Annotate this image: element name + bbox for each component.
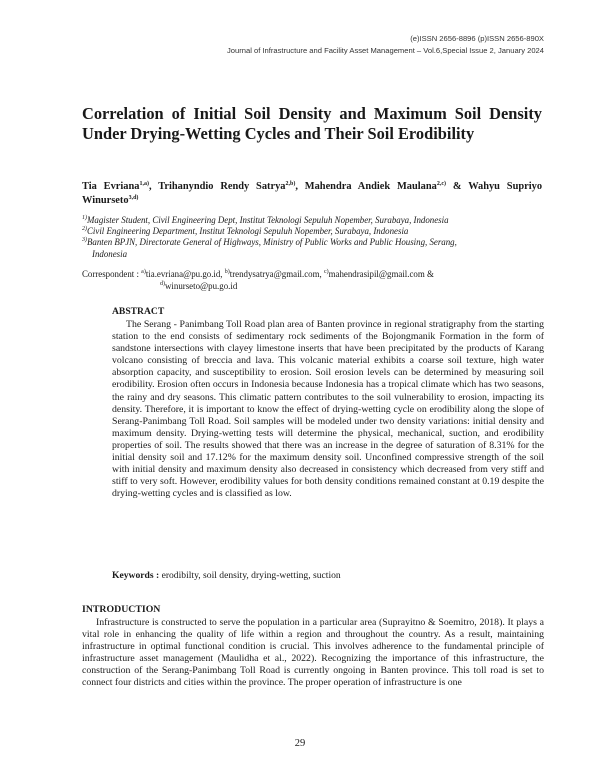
journal-header: Journal of Infrastructure and Facility Asset Management – Vol.6,Special Issue 2, January 2024 <box>226 46 544 55</box>
email-mark: b) <box>224 269 230 275</box>
correspondent-label: Correspondent : <box>82 269 142 279</box>
affiliation-text: Banten BPJN, Directorate General of Highways, Ministry of Public Works and Public Housing, Serang, <box>87 237 457 248</box>
affiliation-text: Civil Engineering Department, Institut Teknologi Sepuluh Nopember, Surabaya, Indonesia <box>87 226 409 237</box>
keywords-text: erodibilty, soil density, drying-wetting, suction <box>161 570 341 581</box>
author-name: Wahyu Supriyo Winurseto <box>82 181 543 206</box>
correspondent-block <box>82 268 542 292</box>
affiliation-3 <box>82 237 547 248</box>
email-link[interactable]: tia.evriana@pu.go.id, <box>145 269 225 279</box>
affiliation-3-continued: Indonesia <box>92 248 128 259</box>
abstract-heading: ABSTRACT <box>112 306 165 317</box>
email-link[interactable]: winurseto@pu.go.id <box>165 281 238 291</box>
introduction-text: Infrastructure is constructed to serve the population in a particular area (Suprayitno & Soemitro, 2018). It plays a vital role in enhancing the quality of life within a region and throughout the country. As a result, maintaining infrastructure in optimal functional condition is crucial. This involves adherence to the fundamental principle of infrastructure asset management (Maulidha et al., 2022). Recognizing the importance of this infrastructure, the construction of the Serang-Panimbang Toll Road is currently ongoing in Banten province. This toll road is set to connect four districts and cities within the province. The proper operation of infrastructure is one <box>82 617 544 689</box>
paper-title: Correlation of Initial Soil Density and Maximum Soil Density Under Drying-Wetting Cycles and Their Soil Erodibility <box>82 104 542 143</box>
author-name: Tia Evriana <box>82 181 140 192</box>
author-separator: & <box>446 181 469 192</box>
correspondent-row-2 <box>82 280 542 292</box>
affiliation-2 <box>82 226 547 237</box>
page-number: 29 <box>294 738 306 749</box>
affiliation-text: Magister Student, Civil Engineering Dept, Institut Teknologi Sepuluh Nopember, Surabaya, Indonesia <box>87 215 449 225</box>
author-name: Trihanyndio Rendy Satrya <box>158 181 286 192</box>
author-list <box>82 180 542 208</box>
author-affiliation-mark: 2,c) <box>436 181 447 187</box>
email-link[interactable]: trendysatrya@gmail.com, <box>229 269 324 279</box>
author-separator: , <box>148 181 159 192</box>
affiliations <box>82 215 547 260</box>
email-mark: a) <box>141 269 146 275</box>
affiliation-mark: 2) <box>82 226 87 233</box>
author-affiliation-mark: 2,b) <box>285 181 296 187</box>
introduction-heading: INTRODUCTION <box>82 604 161 615</box>
affiliation-mark: 3) <box>82 237 87 244</box>
keywords-line <box>112 570 341 581</box>
abstract-text: The Serang - Panimbang Toll Road plan area of Banten province in regional stratigraphy from the starting station to the end consists of sedimentary rock sediments of the Bojongmanik Formation in the form of sandstone intersections with clayey limestone inserts that have been precipitated by the products of Karang volcano consisting of breccia and lava. This volcanic material exhibits a coarse soil texture, high water absorption capacity, and susceptibility to erosion. Soil erosion levels can be determined by measuring soil erodibility. Erosion often occurs in Indonesia because Indonesia has a tropical climate which has two seasons, the rainy and dry seasons. This climatic pattern contributes to the soil vulnerability to erosion, impacting its density. Therefore, it is important to know the effect of drying-wetting cycle on erodibility along the slope of Serang-Panimbang Toll Road. Soil samples will be modeled under two density variations: initial density and maximum density. Drying-wetting tests will determine the physical, mechanical, suction, and erodibility properties of soil. The results showed that there was an increase in the degree of saturation of 8.31% for the initial density soil and 17.12% for the maximum density soil. Unconfined compressive strength of the soil with initial density and maximum density also decreased in consistency which decreased from very stiff and stiff to very soft. However, erodibility values for both density conditions remained constant at 0.19 despite the drying-wetting cycles and is classified as low. <box>112 319 544 500</box>
affiliation-1 <box>82 215 547 226</box>
email-mark: c) <box>323 269 329 275</box>
author-affiliation-mark: 3,d) <box>128 195 139 201</box>
issn-header: (e)ISSN 2656-8896 (p)ISSN 2656-890X <box>410 34 544 43</box>
author-affiliation-mark: 1,a) <box>139 181 149 187</box>
author-name: Mahendra Andiek Maulana <box>304 181 437 192</box>
affiliation-mark: 1) <box>82 215 87 221</box>
keywords-label: Keywords : <box>112 570 162 581</box>
email-mark: d) <box>160 281 165 287</box>
email-link[interactable]: mahendrasipil@gmail.com & <box>328 269 434 279</box>
author-separator: , <box>295 181 305 192</box>
